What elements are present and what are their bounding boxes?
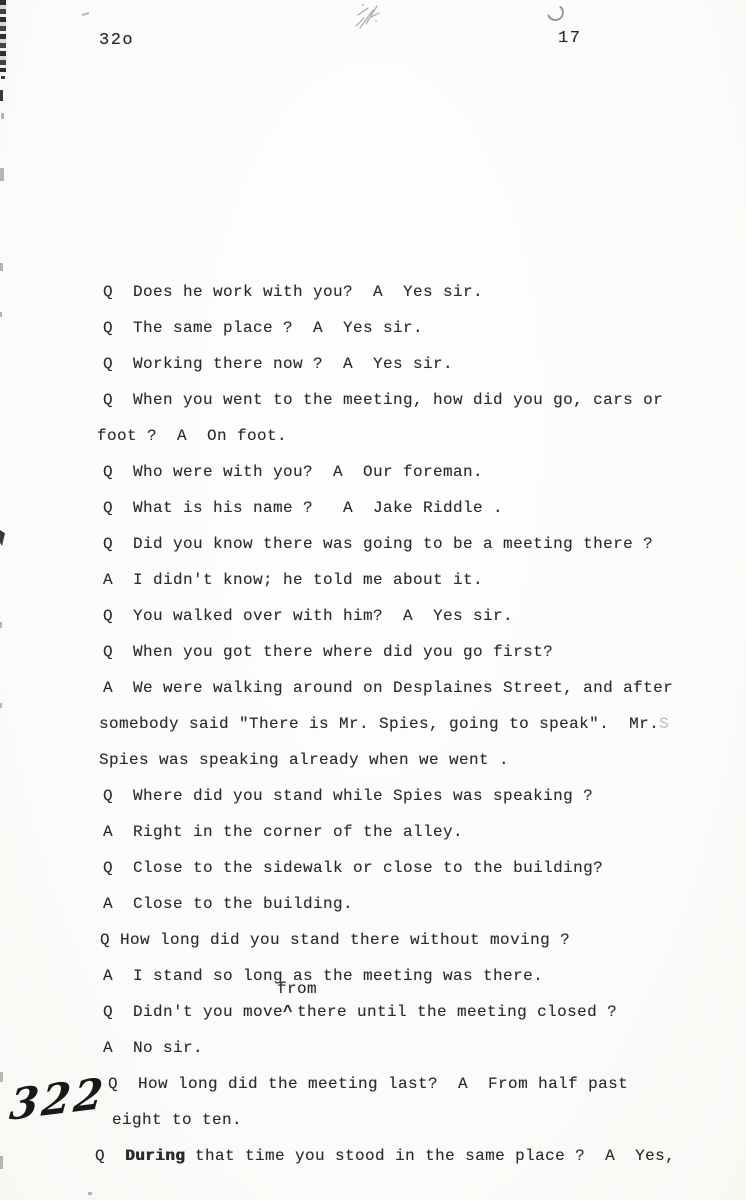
transcript-line [103, 1030, 746, 1066]
pencil-scribble-smudge [349, 1, 385, 31]
scan-edge-artifact [0, 90, 3, 101]
scan-edge-artifact [88, 1192, 92, 1195]
transcript-text: Q Didn't you move [103, 1003, 284, 1021]
transcript-text: During [125, 1147, 186, 1165]
transcript-line [103, 634, 746, 670]
transcript-text: Q Who were with you? A Our foreman. [103, 463, 484, 481]
transcript-text: A I stand so long as the meeting was there. [103, 967, 544, 985]
scan-edge-artifact [0, 1072, 3, 1082]
transcript-line [103, 886, 746, 922]
transcript-text: A I didn't know; he told me about it. [103, 571, 484, 589]
scan-edge-artifact [0, 312, 2, 317]
scan-edge-artifact [0, 1156, 3, 1169]
transcript-text: Q How long did the meeting last? A From half past [108, 1075, 629, 1093]
transcript-text: Q What is his name ? A Jake Riddle . [103, 499, 504, 517]
page-number-left: 32o [99, 31, 135, 50]
transcript-line [112, 1102, 746, 1138]
transcript-text: Q [95, 1147, 126, 1165]
scan-edge-artifact [0, 168, 4, 181]
transcript-text: Q When you went to the meeting, how did you go, cars or [103, 391, 664, 409]
ring-smudge [544, 2, 566, 24]
transcript-text: A Right in the corner of the alley. [103, 823, 464, 841]
transcript-text: Q How long did you stand there without moving ? [100, 931, 571, 949]
transcript-line [103, 598, 746, 634]
transcript-text: somebody said "There is Mr. Spies, going to speak". Mr. [99, 715, 660, 733]
transcript-line [103, 454, 746, 490]
transcript-text: Q Working there now ? A Yes sir. [103, 355, 454, 373]
transcript-text: Spies was speaking already when we went . [99, 751, 510, 769]
interlinear-insertion: from [277, 980, 318, 998]
transcript-text: Q The same place ? A Yes sir. [103, 319, 424, 337]
transcript-line [103, 670, 746, 706]
transcript-text: Q You walked over with him? A Yes sir. [103, 607, 514, 625]
transcript-text: S [659, 715, 670, 733]
transcript-line [97, 418, 746, 454]
transcript-text: Q Close to the sidewalk or close to the building? [103, 859, 604, 877]
scan-edge-artifact [1, 113, 4, 119]
scan-edge-artifact [0, 703, 2, 708]
transcript-line [103, 778, 746, 814]
transcript-line [103, 980, 746, 1030]
transcript-line [103, 382, 746, 418]
transcript-line [103, 562, 746, 598]
transcript-line [103, 958, 746, 994]
transcript-line [103, 310, 746, 346]
transcript-line [100, 922, 746, 958]
transcript-text: Q Where did you stand while Spies was speaking ? [103, 787, 594, 805]
transcript-line [103, 814, 746, 850]
insertion-caret [277, 980, 318, 1021]
handwritten-page-number: 322 [7, 1068, 108, 1130]
transcript-lines [0, 274, 746, 1174]
transcript-text: foot ? A On foot. [97, 427, 288, 445]
transcript-line [99, 706, 746, 742]
scan-edge-artifact [0, 0, 6, 72]
scan-edge-artifact [0, 263, 3, 271]
transcript-text: A Close to the building. [103, 895, 354, 913]
transcript-text: there until the meeting closed ? [297, 1003, 618, 1021]
transcript-text: Q Does he work with you? A Yes sir. [103, 283, 484, 301]
transcript-line [103, 850, 746, 886]
transcript-line [103, 346, 746, 382]
transcript-line [95, 1138, 746, 1174]
transcript-line [103, 490, 746, 526]
page-number-right: 17 [558, 29, 582, 48]
transcript-text: A No sir. [103, 1039, 204, 1057]
transcript-text: Q When you got there where did you go first? [103, 643, 554, 661]
caret-mark: ^ [283, 1003, 294, 1021]
transcript-line [103, 526, 746, 562]
transcript-line [99, 742, 746, 778]
transcript-text: Q Did you know there was going to be a meeting there ? [103, 535, 654, 553]
transcript-text: eight to ten. [112, 1111, 243, 1129]
scan-edge-artifact [0, 622, 2, 628]
scan-edge-artifact [1, 76, 5, 79]
ink-dash-artifact [82, 12, 89, 16]
transcript-line [108, 1066, 746, 1102]
transcript-text: A We were walking around on Desplaines Street, and after [103, 679, 674, 697]
transcript-text: that time you stood in the same place ? A Yes, [185, 1147, 676, 1165]
transcript-line [103, 274, 746, 310]
